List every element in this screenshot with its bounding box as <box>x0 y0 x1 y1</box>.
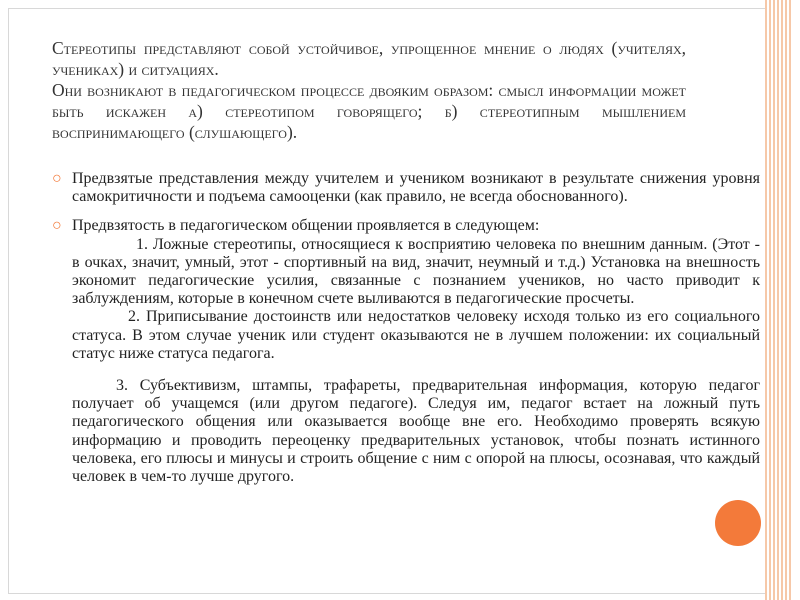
title-line-1: Стереотипы представляют собой устойчивое, упрощенное мнение о людях (учителях, учениках) и ситуациях. <box>52 38 686 79</box>
bullet-2-point-1: 1. Ложные стереотипы, относящиеся к восприятию человека по внешним данным. (Этот - в очках, значит, умный, этот - спортивный на вид, значит, неумный и т.д.) Установка на внешность экономит педагогические усилия, связанные с познанием учеников, но часто приводит к заблуждениям, которые в конечном счете выливаются в педагогические просчеты. <box>72 235 760 308</box>
decorative-stripe <box>765 0 791 600</box>
list-item <box>52 170 760 206</box>
continuation-block <box>52 377 760 486</box>
decorative-circle <box>715 500 761 546</box>
bullet-circle-icon: ○ <box>52 170 62 187</box>
bullet-circle-icon: ○ <box>52 217 62 235</box>
bullet-list <box>52 170 760 486</box>
list-item <box>52 217 760 363</box>
bullet-1-text: Предвзятые представления между учителем и учеником возникают в результате снижения уровня самокритичности и подъема самооценки (как правило, не всегда обоснованного). <box>72 170 760 206</box>
point-3-text: 3. Субъективизм, штампы, трафареты, предварительная информация, которую педагог получает об учащемся (или другом педагоге). Следуя им, педагог встает на ложный путь педагогического общения или оказывается вообще вне его. Необходимо проверять всякую информацию и проводить переоценку предварительных установок, чтобы познать истинного человека, его плюсы и минусы и строить общение с ним с опорой на плюсы, осознавая, что каждый человек в чем-то лучше другого. <box>72 377 760 486</box>
title-line-2: Они возникают в педагогическом процессе двояким образом: смысл информации может быть искажен а) стереотипом говорящего; б) стереотипным мышлением воспринимающего (слушающего). <box>52 80 686 142</box>
bullet-2-intro: Предвзятость в педагогическом общении проявляется в следующем: <box>72 217 540 235</box>
bullet-2-point-2: 2. Приписывание достоинств или недостатков человеку исходя только из его социального статуса. В этом случае ученик или студент оказываются не в лучшем положении: их социальный статус ниже статуса педагога. <box>72 308 760 362</box>
slide-title <box>52 38 686 143</box>
